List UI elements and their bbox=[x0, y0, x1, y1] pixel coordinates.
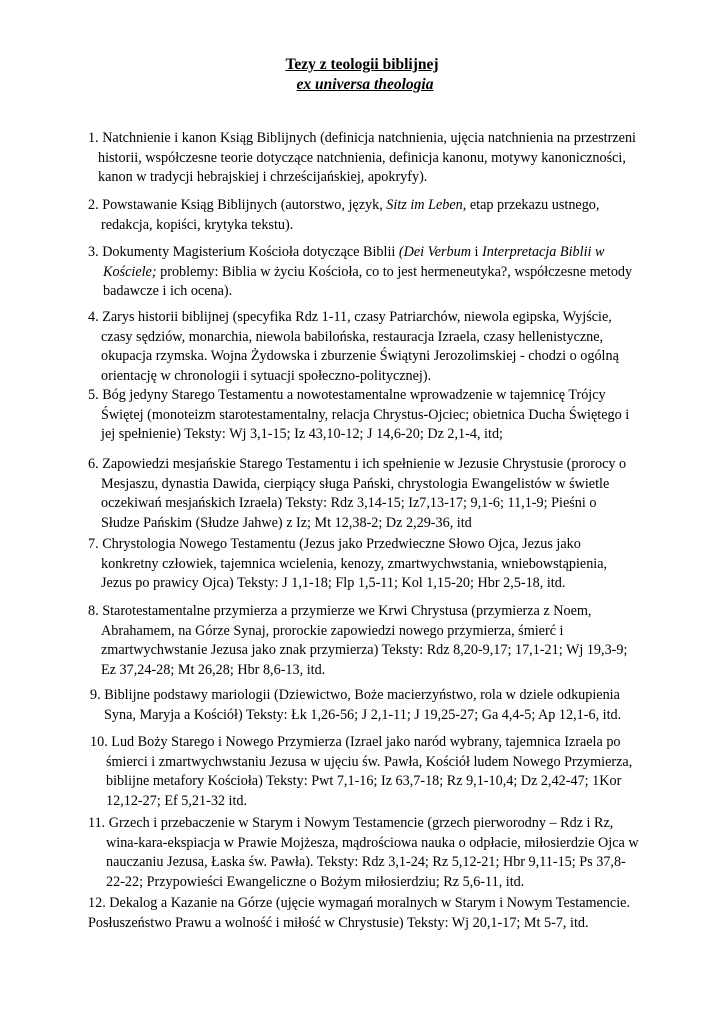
thesis-item-line: śmierci i zmartwychwstaniu Jezusa w ujęciu św. Pawła, Kościół ludem Nowego Przymierza, bbox=[106, 753, 633, 770]
document-subtitle: ex universa theologia bbox=[296, 76, 434, 93]
thesis-item-line: Kościele; problemy: Biblia w życiu Kościoła, co to jest hermeneutyka?, współczesne metody bbox=[103, 263, 633, 280]
thesis-item-4 bbox=[88, 308, 658, 386]
thesis-item-3 bbox=[88, 243, 658, 302]
thesis-item-6 bbox=[88, 455, 658, 533]
thesis-item-8 bbox=[88, 602, 658, 680]
thesis-item-line: 3. Dokumenty Magisterium Kościoła dotyczące Biblii (Dei Verbum i Interpretacja Biblii w bbox=[88, 244, 605, 260]
document-title-block bbox=[0, 55, 724, 95]
thesis-item-7 bbox=[88, 535, 658, 594]
thesis-item-12 bbox=[88, 894, 658, 933]
thesis-item-line: zmartwychwstanie Jezusa jako znak przymierza) Teksty: Rdz 8,20-9,17; 17,1-21; Wj 19,3-9; bbox=[101, 642, 628, 659]
thesis-item-9 bbox=[90, 686, 660, 725]
thesis-item-line: 11. Grzech i przebaczenie w Starym i Nowym Testamencie (grzech pierworodny – Rdz i Rz, bbox=[88, 815, 614, 831]
thesis-item-line: wina-kara-ekspiacja w Prawie Mojżesza, mądrościowa nauka o odpłacie, miłosierdzie Ojca w bbox=[106, 834, 639, 851]
thesis-item-line: orientację w chronologii i sytuacji społeczno-politycznej). bbox=[101, 367, 432, 384]
thesis-item-line: okupacja rzymska. Wojna Żydowska i zburzenie Świątyni Jerozolimskiej - chodzi o ogólną bbox=[101, 348, 619, 365]
thesis-item-line: Syna, Maryja a Kościół) Teksty: Łk 1,26-56; J 2,1-11; J 19,25-27; Ga 4,4-5; Ap 12,1-6, itd. bbox=[104, 706, 622, 723]
thesis-item-line: Ez 37,24-28; Mt 26,28; Hbr 8,6-13, itd. bbox=[101, 661, 326, 678]
thesis-item-line: Słudze Pańskim (Słudze Jahwe) z Iz; Mt 12,38-2; Dz 2,29-36, itd bbox=[101, 514, 472, 531]
thesis-item-line: kanon w tradycji hebrajskiej i chrześcijańskiej, apokryfy). bbox=[98, 169, 428, 186]
thesis-item-line: czasy sędziów, monarchia, niewola babilońska, restauracja Izraela, czasy hellenistyczne, bbox=[101, 328, 604, 345]
thesis-item-line: 10. Lud Boży Starego i Nowego Przymierza (Izrael jako naród wybrany, tajemnica Izraela po bbox=[90, 734, 621, 750]
thesis-item-line: Jezus po prawicy Ojca) Teksty: J 1,1-18; Flp 1,5-11; Kol 1,15-20; Hbr 2,5-18, itd. bbox=[101, 575, 566, 592]
document-title: Tezy z teologii biblijnej bbox=[285, 56, 439, 73]
thesis-item-line: 7. Chrystologia Nowego Testamentu (Jezus jako Przedwieczne Słowo Ojca, Jezus jako bbox=[88, 536, 581, 552]
thesis-item-2 bbox=[88, 196, 658, 235]
thesis-item-line: 2. Powstawanie Ksiąg Biblijnych (autorstwo, język, Sitz im Leben, etap przekazu ustnego, bbox=[88, 197, 600, 213]
thesis-item-line: Posłuszeństwo Prawu a wolność i miłość w Chrystusie) Teksty: Wj 20,1-17; Mt 5-7, itd. bbox=[88, 914, 589, 931]
thesis-item-line: historii, współczesne teorie dotyczące natchnienia, definicja kanonu, motywy kanoniczności, bbox=[98, 149, 626, 166]
thesis-item-line: Świętej (monoteizm starotestamentalny, relacja Chrystus-Ojciec; obietnica Ducha Świętego i bbox=[101, 406, 630, 423]
thesis-item-1 bbox=[88, 129, 658, 188]
thesis-item-10 bbox=[90, 733, 660, 811]
thesis-item-line: badawcze i ich ocena). bbox=[103, 283, 233, 300]
thesis-item-line: konkretny człowiek, tajemnica wcielenia, kenozy, zmartwychwstania, wniebowstąpienia, bbox=[101, 555, 608, 572]
thesis-item-line: 6. Zapowiedzi mesjańskie Starego Testamentu i ich spełnienie w Jezusie Chrystusie (prorocy o bbox=[88, 456, 627, 472]
thesis-item-line: Abrahamem, na Górze Synaj, prorockie zapowiedzi nowego przymierza, śmierć i bbox=[101, 622, 564, 639]
thesis-item-11 bbox=[88, 814, 658, 892]
thesis-item-line: biblijne metafory Kościoła) Teksty: Pwt 7,1-16; Iz 63,7-18; Rz 9,1-10,4; Dz 2,42-47; 1Kor bbox=[106, 773, 622, 790]
thesis-item-5 bbox=[88, 386, 658, 445]
thesis-item-line: Mesjaszu, dynastia Dawida, cierpiący sługa Pański, chrystologia Ewangelistów w świetle bbox=[101, 475, 610, 492]
thesis-item-line: 4. Zarys historii biblijnej (specyfika Rdz 1-11, czasy Patriarchów, niewola egipska, Wyjście, bbox=[88, 309, 612, 325]
thesis-item-line: nauczaniu Jezusa, Łaska św. Pawła). Teksty: Rdz 3,1-24; Rz 5,12-21; Hbr 9,11-15; Ps 37,8- bbox=[106, 854, 626, 871]
thesis-item-line: 12. Dekalog a Kazanie na Górze (ujęcie wymagań moralnych w Starym i Nowym Testamencie. bbox=[88, 895, 631, 911]
thesis-item-line: 1. Natchnienie i kanon Ksiąg Biblijnych (definicja natchnienia, ujęcia natchnienia na przestrzeni bbox=[88, 130, 636, 146]
thesis-item-line: 8. Starotestamentalne przymierza a przymierze we Krwi Chrystusa (przymierza z Noem, bbox=[88, 603, 592, 619]
thesis-item-line: 5. Bóg jedyny Starego Testamentu a nowotestamentalne wprowadzenie w tajemnicę Trójcy bbox=[88, 387, 606, 403]
thesis-item-line: jej spełnienie) Teksty: Wj 3,1-15; Iz 43,10-12; J 14,6-20; Dz 2,1-4, itd; bbox=[101, 426, 503, 443]
thesis-item-line: oczekiwań mesjańskich Izraela) Teksty: Rdz 3,14-15; Iz7,13-17; 9,1-6; 11,1-9; Pieśni o bbox=[101, 495, 597, 512]
thesis-item-line: redakcja, kopiści, krytyka tekstu). bbox=[101, 216, 294, 233]
thesis-item-line: 22-22; Przypowieści Ewangeliczne o Bożym miłosierdziu; Rz 5,6-11, itd. bbox=[106, 873, 525, 890]
thesis-item-line: 9. Biblijne podstawy mariologii (Dziewictwo, Boże macierzyństwo, rola w dziele odkupienia bbox=[90, 687, 620, 703]
thesis-item-line: 12,12-27; Ef 5,21-32 itd. bbox=[106, 792, 248, 809]
